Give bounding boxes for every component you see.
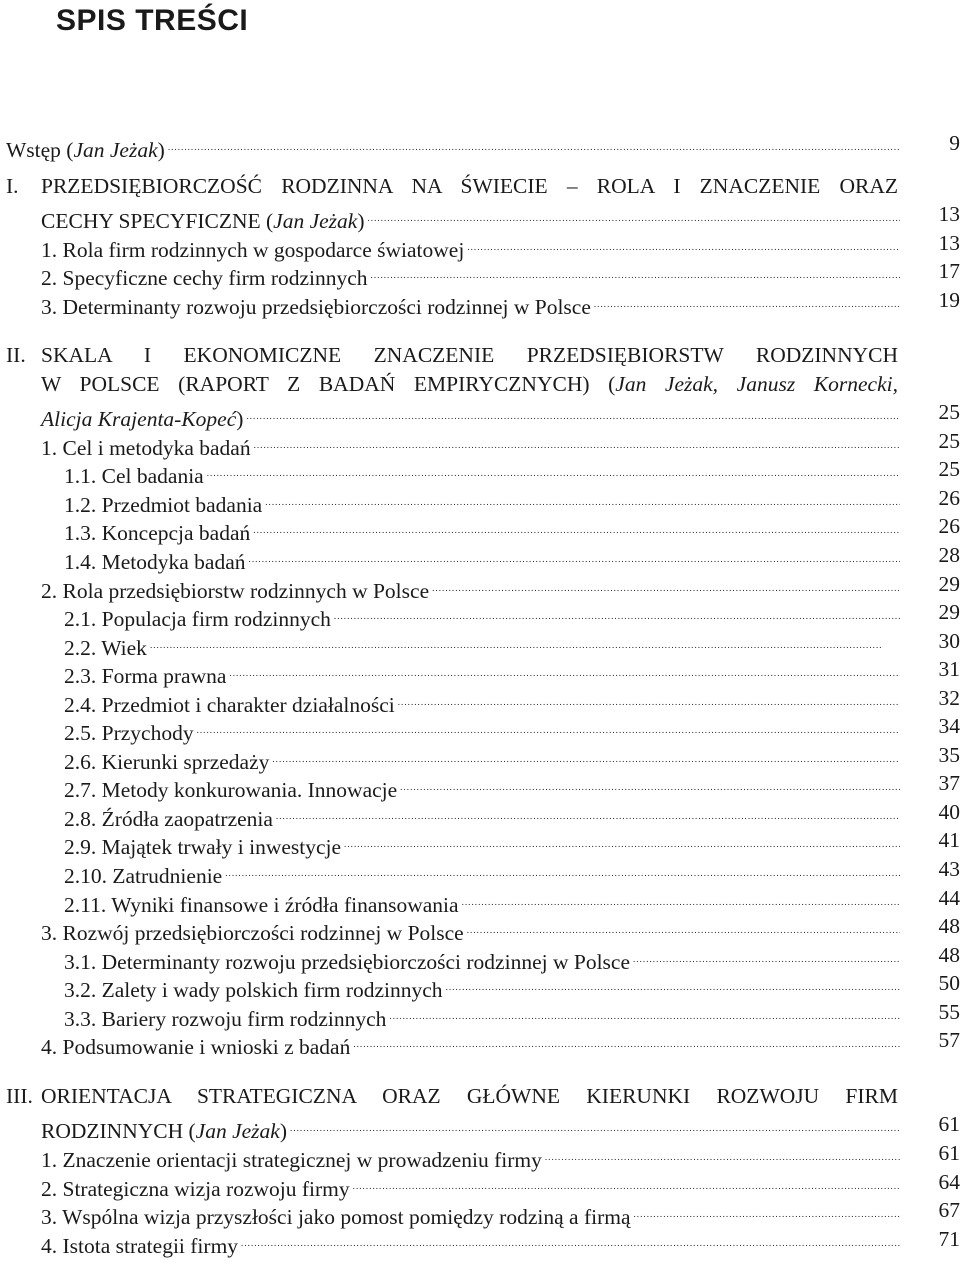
entry-text: Wstęp ( [6,138,74,162]
toc-entry-title [41,1232,238,1260]
toc-entry [0,229,960,262]
toc-entry [0,570,960,603]
entry-text: 1. Znaczenie orientacji strategicznej w prowadzeniu firmy [41,1148,542,1172]
dot-leader [400,769,900,797]
chapter-number: II. [6,343,26,367]
dot-leader [334,598,900,626]
entry-text: 4. Istota strategii firmy [41,1234,239,1258]
dot-leader [344,826,900,854]
dot-leader [246,398,900,426]
toc-entry [0,1026,960,1059]
page-number: 26 [938,486,960,510]
page-number: 13 [938,202,960,226]
toc-entry [0,541,960,574]
entry-text: 2. Strategiczna wizja rozwoju firmy [41,1177,350,1201]
toc-entry [0,370,960,398]
toc-entry-title [41,172,898,200]
page-number: 61 [938,1112,960,1136]
page-number: 44 [938,886,960,910]
toc-entry [0,655,960,688]
toc-entry [0,398,960,431]
entry-text: ORIENTACJA STRATEGICZNA ORAZ GŁÓWNE KIERUNKI ROZWOJU FIRM [41,1084,898,1108]
page-number: 64 [938,1170,960,1194]
page-number: 31 [938,657,960,681]
toc-entry [0,969,960,1002]
toc-entry-title [41,341,898,369]
dot-leader [290,1110,900,1138]
dot-leader [371,257,900,285]
dot-leader [197,712,900,740]
entry-text: 2.3. Forma prawna [64,664,227,688]
entry-text: 2.2. Wiek [64,636,147,660]
toc-entry [0,1110,960,1143]
dot-leader [353,1026,900,1054]
dot-leader [446,969,900,997]
dot-leader [467,229,900,257]
dot-leader [432,570,900,598]
toc-entry [0,941,960,974]
toc-entry-title [41,293,591,321]
page-number: 30 [938,629,960,653]
toc-entry [0,172,960,200]
page-title: SPIS TREŚCI [56,4,249,37]
page-number: 48 [938,943,960,967]
entry-text-suffix: ) [357,209,365,233]
page-number: 67 [938,1198,960,1222]
toc-entry [0,884,960,917]
entry-text: 2.8. Źródła zaopatrzenia [64,807,273,831]
toc-entry [0,627,960,660]
dot-leader [241,1225,900,1253]
entry-text: 2.9. Majątek trwały i inwestycje [64,835,342,859]
dot-leader [545,1139,900,1167]
entry-text: PRZEDSIĘBIORCZOŚĆ RODZINNA NA ŚWIECIE – ROLA I ZNACZENIE ORAZ [41,174,898,198]
toc-entry [0,484,960,517]
dot-leader [594,286,900,314]
toc-entry [0,129,960,162]
entry-text: RODZINNYCH ( [41,1119,196,1143]
chapter-number: III. [6,1084,33,1108]
entry-text: 2. Rola przedsiębiorstw rodzinnych w Polsce [41,579,430,603]
entry-text: 2. Specyficzne cechy firm rodzinnych [41,266,368,290]
entry-text: 3. Wspólna wizja przyszłości jako pomost pomiędzy rodziną a firmą [41,1205,631,1229]
entry-text: 3.1. Determinanty rozwoju przedsiębiorczości rodzinnej w Polsce [64,950,630,974]
page-number: 61 [938,1141,960,1165]
toc-entry [0,855,960,888]
page-number: 71 [938,1227,960,1251]
entry-text: 2.11. Wyniki finansowe i źródła finansowania [64,893,459,917]
toc-entry [0,1225,960,1258]
dot-leader [254,427,900,455]
dot-leader [398,684,900,712]
toc-entry [0,341,960,369]
toc-entry [0,200,960,233]
entry-text: 2.10. Zatrudnienie [64,864,223,888]
page-number: 37 [938,771,960,795]
page-number: 29 [938,600,960,624]
entry-text-suffix: ) [279,1119,288,1143]
entry-text: 2.6. Kierunki sprzedaży [64,750,270,774]
entry-text: 3. Rozwój przedsiębiorczości rodzinnej w Polsce [41,921,464,945]
page-number: 41 [938,828,960,852]
page-number: 25 [938,429,960,453]
toc-entry-title [41,1033,350,1061]
toc-entry [0,512,960,545]
page-number: 28 [938,543,960,567]
dot-leader [389,998,900,1026]
dot-leader [462,884,900,912]
entry-text: W POLSCE (RAPORT Z BADAŃ EMPIRYCZNYCH) ( [41,372,616,396]
page-number: 29 [938,572,960,596]
entry-text-suffix: ) [236,407,244,431]
dot-leader [225,855,900,883]
entry-author: Alicja Krajenta-Kopeć [41,407,237,431]
page-number: 25 [938,400,960,424]
entry-text: 1. Cel i metodyka badań [41,436,251,460]
dot-leader [150,627,900,655]
dot-leader [229,655,900,683]
page-number: 17 [938,259,960,283]
dot-leader [249,541,900,569]
dot-leader [634,1196,901,1224]
entry-text-suffix: ) [157,138,165,162]
entry-text: 1.1. Cel badania [64,464,204,488]
toc-entry [0,1168,960,1201]
dot-leader [168,129,900,157]
entry-text: 3.2. Zalety i wady polskich firm rodzinnych [64,978,443,1002]
dot-leader [265,484,900,512]
toc-entry [0,998,960,1031]
page-number: 48 [938,914,960,938]
toc-entry [0,1196,960,1229]
dot-leader [368,200,901,228]
page-number: 57 [938,1028,960,1052]
entry-text: 1.2. Przedmiot badania [64,493,263,517]
chapter-number: I. [6,174,19,198]
entry-text: 3. Determinanty rozwoju przedsiębiorczości rodzinnej w Polsce [41,295,591,319]
page-number: 26 [938,514,960,538]
toc-entry [0,257,960,290]
dot-leader [253,512,900,540]
page-number: 19 [938,288,960,312]
dot-leader [276,798,900,826]
entry-author: Jan Jeżak [195,1119,280,1143]
entry-text: 4. Podsumowanie i wnioski z badań [41,1035,351,1059]
toc-entry [0,455,960,488]
entry-text: 1.3. Koncepcja badań [64,521,251,545]
toc-entry [0,712,960,745]
toc-entry [0,798,960,831]
toc-entry [0,427,960,460]
page-number: 40 [938,800,960,824]
page-number: 55 [938,1000,960,1024]
page-number: 9 [949,131,960,155]
page-number: 34 [938,714,960,738]
toc-entry [0,286,960,319]
toc-entry [0,912,960,945]
toc-entry [0,826,960,859]
dot-leader [467,912,900,940]
page-number: 50 [938,971,960,995]
entry-text: 3.3. Bariery rozwoju firm rodzinnych [64,1007,387,1031]
page-number: 35 [938,743,960,767]
toc-entry [0,741,960,774]
entry-text: 2.7. Metody konkurowania. Innowacje [64,778,398,802]
entry-author: Jan Jeżak [273,209,358,233]
entry-text: 2.1. Populacja firm rodzinnych [64,607,331,631]
entry-text: 1. Rola firm rodzinnych w gospodarce światowej [41,238,465,262]
toc-entry-title [41,1082,898,1110]
toc-entry [0,1139,960,1172]
entry-text: 1.4. Metodyka badań [64,550,246,574]
entry-author: Jan Jeżak [73,138,158,162]
entry-text: SKALA I EKONOMICZNE ZNACZENIE PRZEDSIĘBIORSTW RODZINNYCH [41,343,898,367]
page-number: 43 [938,857,960,881]
page-number: 13 [938,231,960,255]
dot-leader [633,941,900,969]
entry-text: 2.4. Przedmiot i charakter działalności [64,693,395,717]
toc-entry [0,769,960,802]
toc-entry [0,684,960,717]
entry-author: Jan Jeżak, Janusz Kornecki, [615,372,898,396]
page-number: 32 [938,686,960,710]
entry-text: CECHY SPECYFICZNE ( [41,209,274,233]
dot-leader [353,1168,900,1196]
toc-entry [0,1082,960,1110]
toc-entry [0,598,960,631]
toc-entry-title [41,370,898,398]
entry-text: 2.5. Przychody [64,721,194,745]
dot-leader [207,455,900,483]
toc-entry-title [6,136,165,164]
page-number: 25 [938,457,960,481]
dot-leader [272,741,900,769]
